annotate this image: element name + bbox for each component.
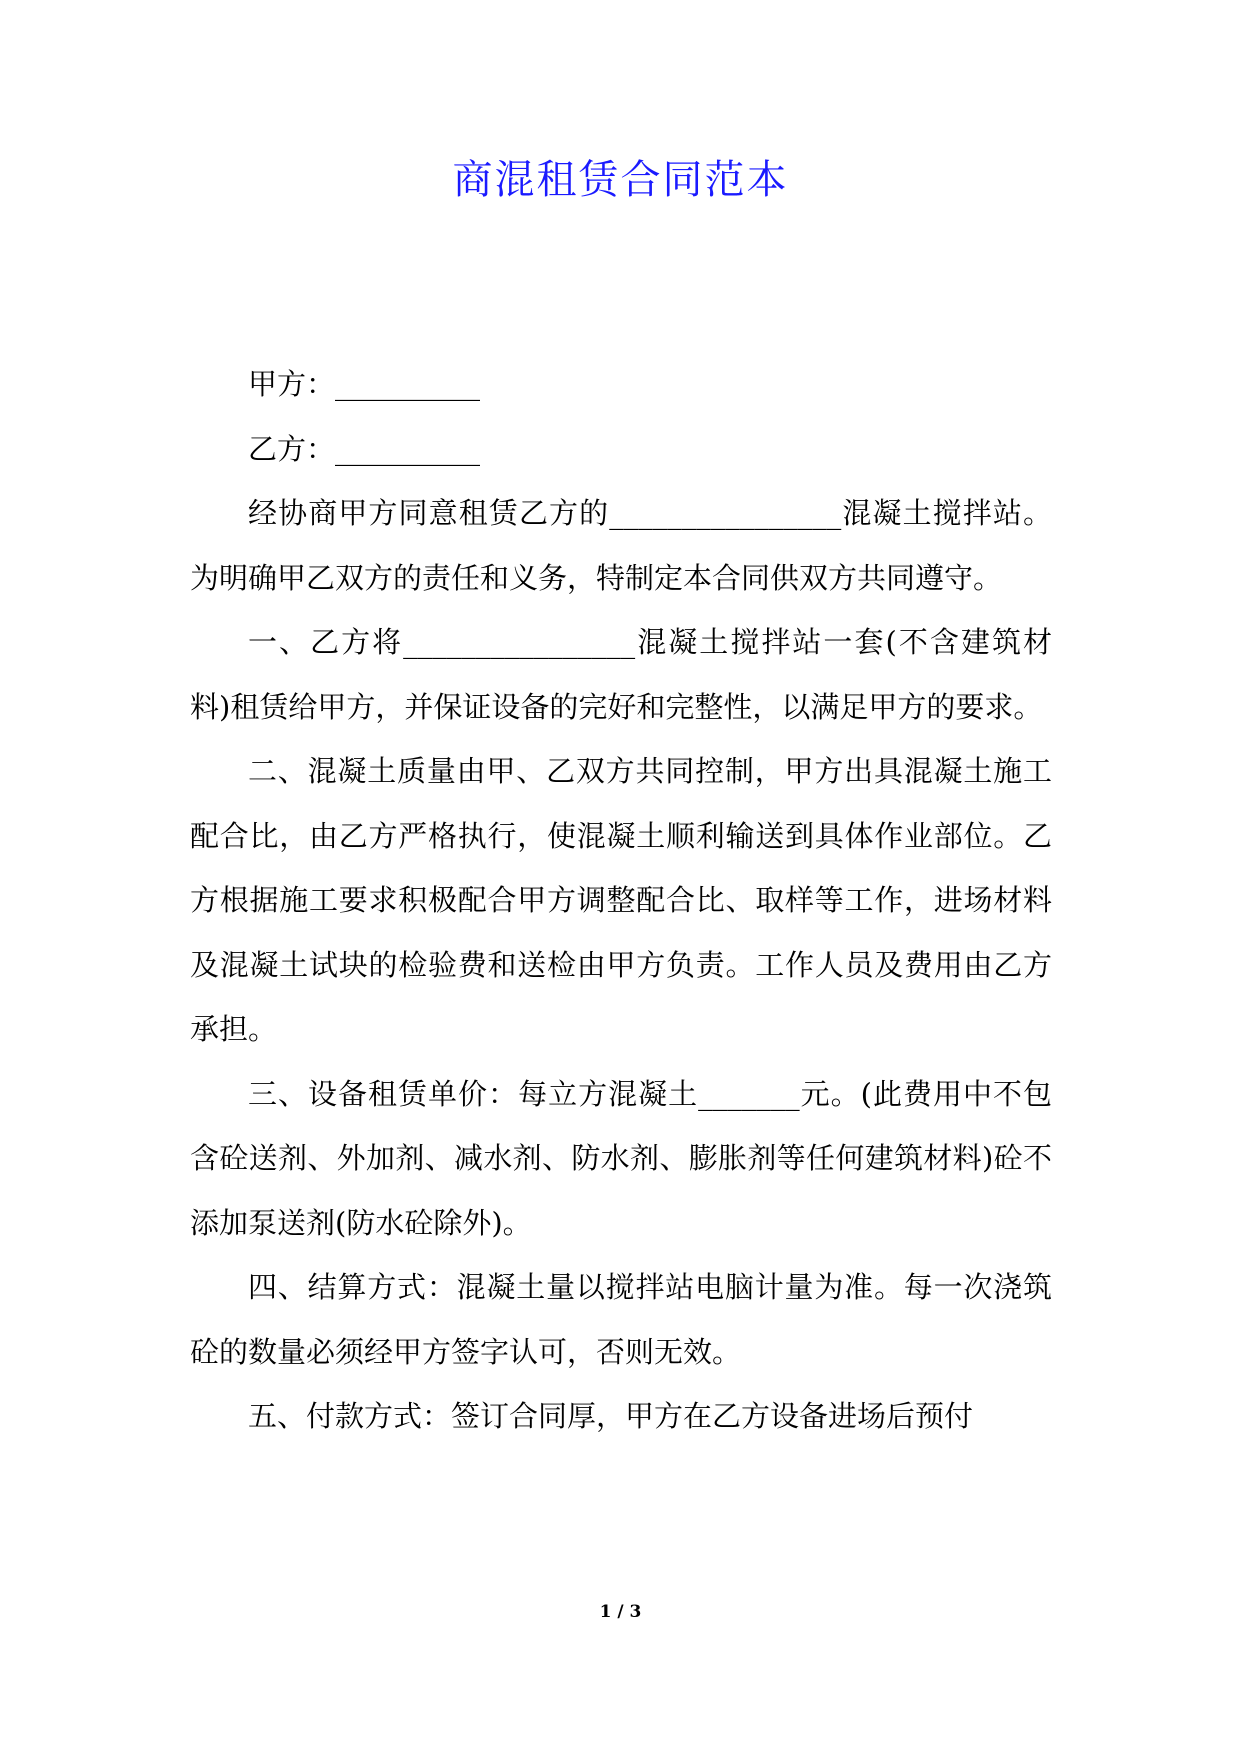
clause-3-paragraph: 三、设备租赁单价：每立方混凝土_______元。(此费用中不包含砼送剂、外加剂、减水剂、防水剂、膨胀剂等任何建筑材料)砼不添加泵送剂(防水砼除外)。: [190, 1076, 1052, 1240]
clause-1-paragraph: 一、乙方将________________混凝土搅拌站一套(不含建筑材料)租赁给甲方，并保证设备的完好和完整性，以满足甲方的要求。: [190, 625, 1052, 724]
clause-2-paragraph: 二、混凝土质量由甲、乙双方共同控制，甲方出具混凝土施工配合比，由乙方严格执行，使混凝土顺利输送到具体作业部位。乙方根据施工要求积极配合甲方调整配合比、取样等工作，进场材料及混凝土试块的检验费和送检由甲方负责。工作人员及费用由乙方承担。: [190, 754, 1052, 1046]
page-number: 1 / 3: [599, 1602, 642, 1622]
preamble-paragraph: 经协商甲方同意租赁乙方的________________混凝土搅拌站。为明确甲乙双方的责任和义务，特制定本合同供双方共同遵守。: [190, 496, 1052, 595]
document-title: 商混租赁合同范本: [452, 157, 789, 203]
clause-4-paragraph: 四、结算方式：混凝土量以搅拌站电脑计量为准。每一次浇筑砼的数量必须经甲方签字认可，否则无效。: [190, 1270, 1052, 1369]
clause-5-paragraph: 五、付款方式：签订合同厚，甲方在乙方设备进场后预付: [248, 1399, 974, 1433]
party-b-line: 乙方：__________: [248, 431, 481, 466]
party-a-line: 甲方：__________: [248, 367, 481, 401]
document-body: [190, 352, 1052, 1449]
